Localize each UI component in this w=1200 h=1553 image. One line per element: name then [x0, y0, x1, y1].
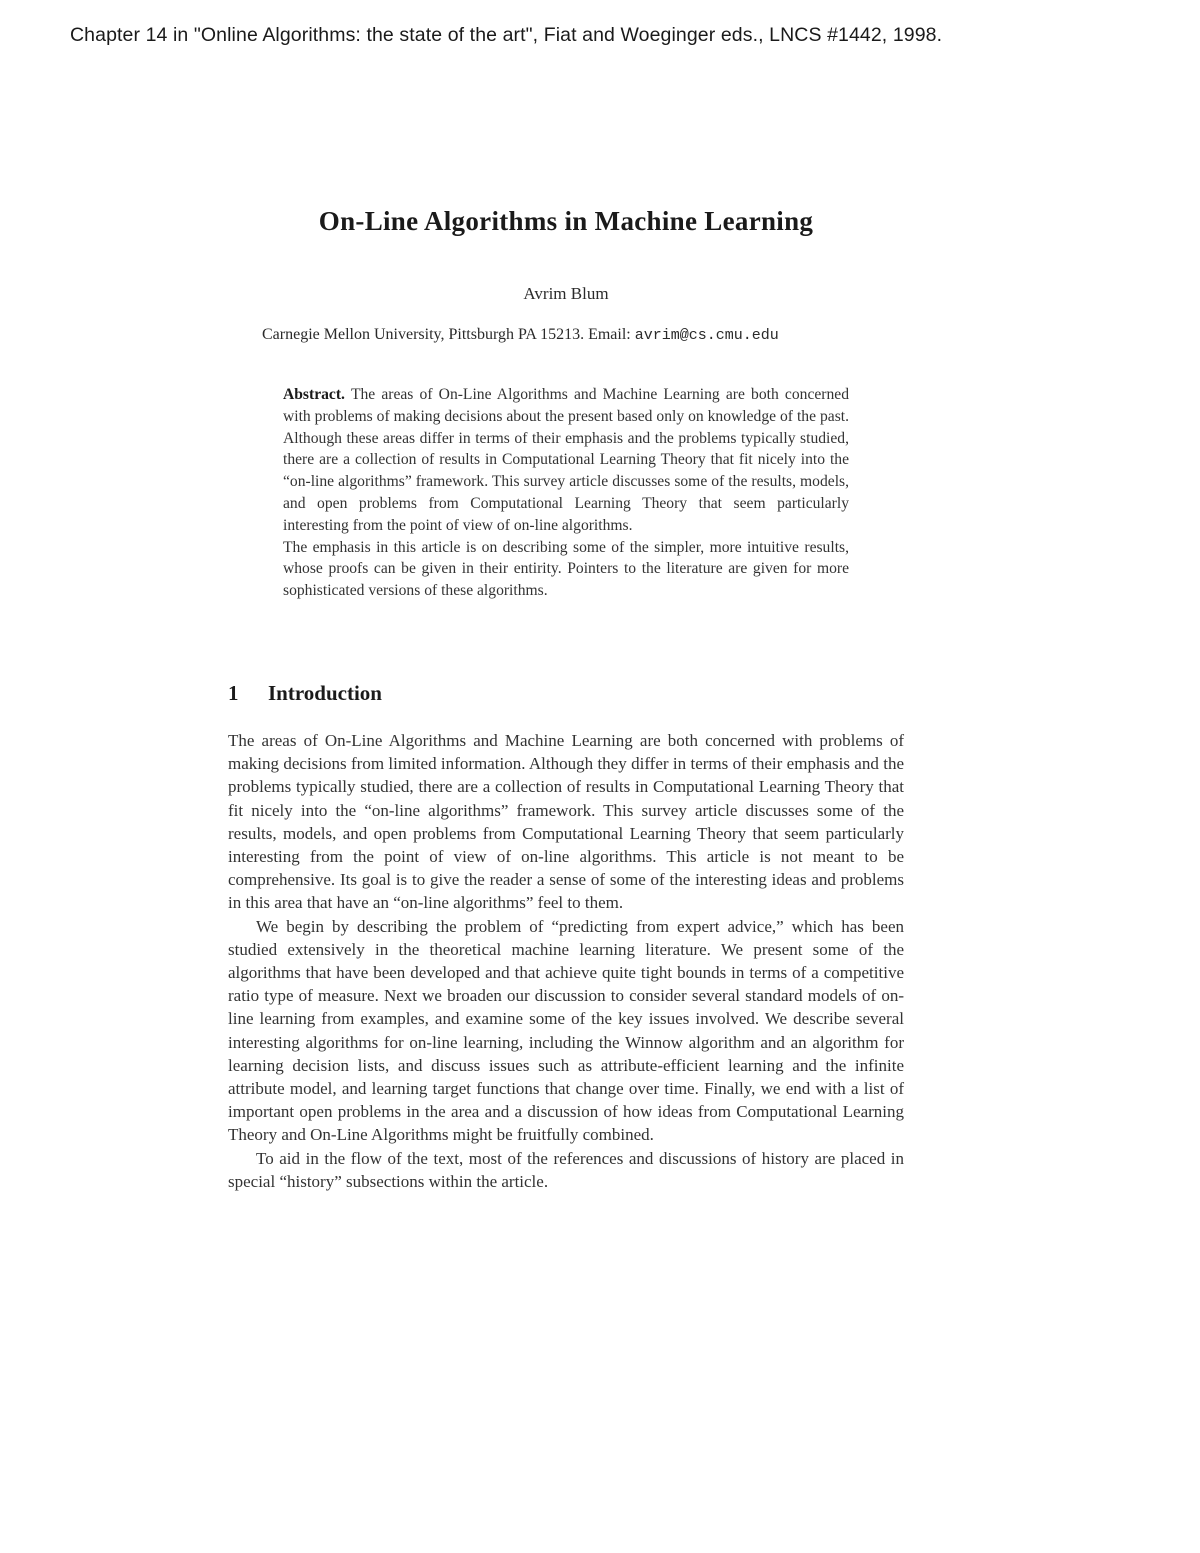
affiliation-text: Carnegie Mellon University, Pittsburgh PA 15213. Email:	[262, 326, 631, 343]
abstract-label: Abstract.	[283, 386, 345, 403]
section-body	[228, 729, 904, 1193]
section-heading	[228, 681, 382, 706]
abstract-text-1: The areas of On-Line Algorithms and Machine Learning are both concerned with problems of making decisions about the present based only on knowledge of the past. Although these areas differ in terms of their emphasis and the problems typically studied, there are a collection of results in Computational Learning Theory that fit nicely into the “on-line algorithms” framework. This survey article discusses some of the results, models, and open problems from Computational Learning Theory that seem particularly interesting from the point of view of on-line algorithms.	[283, 386, 849, 534]
section-number: 1	[228, 681, 239, 705]
body-paragraph-2: We begin by describing the problem of “predicting from expert advice,” which has been studied extensively in the theoretical machine learning literature. We present some of the algorithms that have been developed and that achieve quite tight bounds in terms of a competitive ratio type of measure. Next we broaden our discussion to consider several standard models of on-line learning from examples, and examine some of the key issues involved. We describe several interesting algorithms for on-line learning, including the Winnow algorithm and an algorithm for learning decision lists, and discuss issues such as attribute-efficient learning and the infinite attribute model, and learning target functions that change over time. Finally, we end with a list of important open problems in the area and a discussion of how ideas from Computational Learning Theory and On-Line Algorithms might be fruitfully combined.	[228, 916, 904, 1145]
abstract-paragraph-2: The emphasis in this article is on describing some of the simpler, more intuitive results, whose proofs can be given in their entirity. Pointers to the literature are given for more sophisticated versions of these algorithms.	[283, 538, 849, 600]
author-email: avrim@cs.cmu.edu	[634, 327, 779, 344]
section-title: Introduction	[268, 681, 382, 705]
author-name: Avrim Blum	[523, 284, 609, 303]
publication-note: Chapter 14 in "Online Algorithms: the state of the art", Fiat and Woeginger eds., LNCS #1442, 1998.	[70, 24, 943, 46]
body-paragraph-3: To aid in the flow of the text, most of the references and discussions of history are placed in special “history” subsections within the article.	[228, 1148, 904, 1191]
abstract-paragraph-1	[283, 384, 849, 537]
body-paragraph-1: The areas of On-Line Algorithms and Machine Learning are both concerned with problems of making decisions from limited information. Although they differ in terms of their emphasis and the problems typically studied, there are a collection of results in Computational Learning Theory that fit nicely into the “on-line algorithms” framework. This survey article discusses some of the results, models, and open problems from Computational Learning Theory that seem particularly interesting from the point of view of on-line algorithms. This article is not meant to be comprehensive. Its goal is to give the reader a sense of some of the interesting ideas and problems in this area that have an “on-line algorithms” feel to them.	[228, 731, 904, 913]
author-affiliation	[262, 326, 882, 344]
abstract-block	[283, 384, 849, 602]
paper-title: On-Line Algorithms in Machine Learning	[318, 206, 814, 236]
